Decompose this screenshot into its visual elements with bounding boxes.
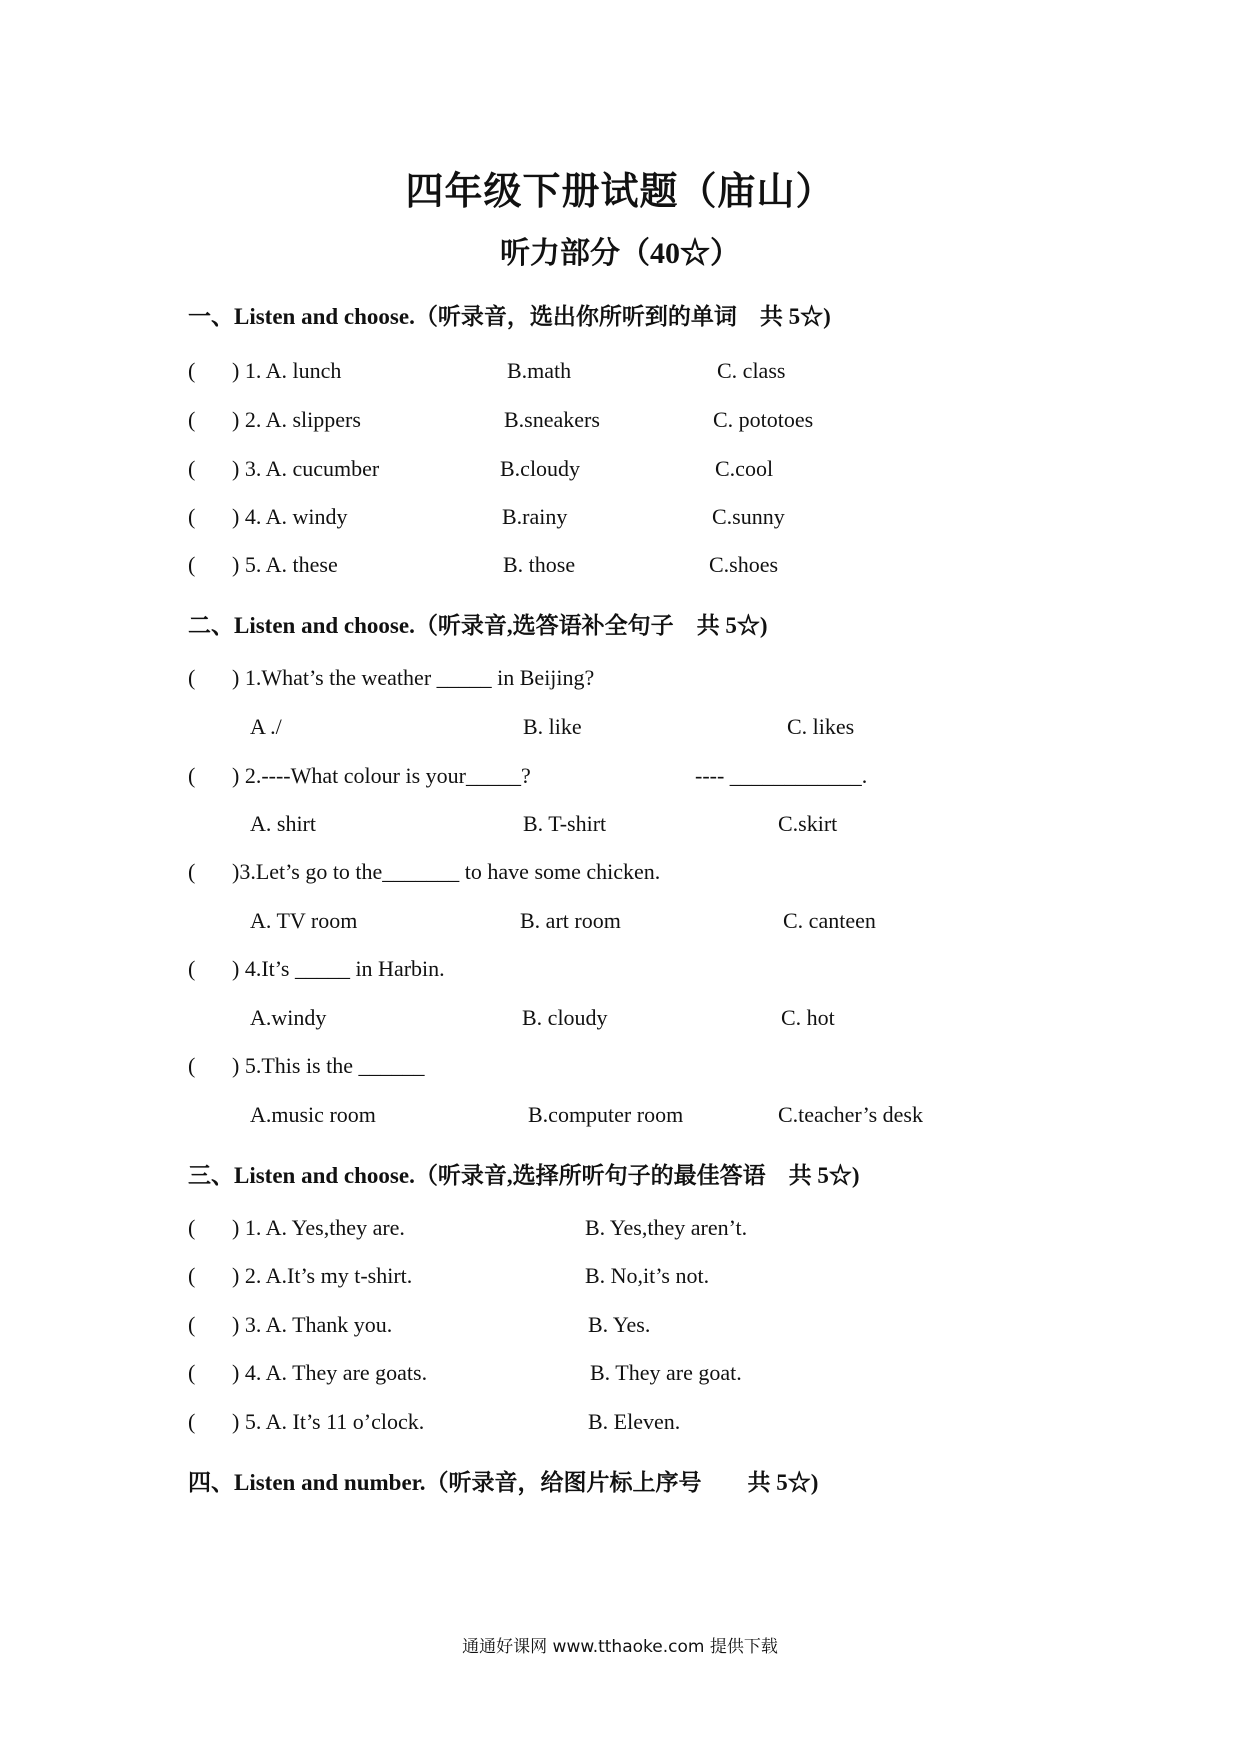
question-stem: ) 5. A. these xyxy=(232,552,338,577)
page-subtitle: 听力部分（40☆） xyxy=(500,237,740,270)
option-b: B.sneakers xyxy=(504,407,600,432)
option-b: B.math xyxy=(507,358,572,383)
option-b: B. T-shirt xyxy=(523,811,607,836)
answer-line: ---- ____________. xyxy=(695,763,868,788)
option-b: B. cloudy xyxy=(522,1005,608,1030)
answer-paren: ( xyxy=(188,407,196,432)
question-stem: ) 4. A. windy xyxy=(232,504,348,529)
answer-paren: ( xyxy=(188,358,196,383)
answer-paren: ( xyxy=(188,956,196,981)
answer-paren: ( xyxy=(188,552,196,577)
option-c: C. hot xyxy=(781,1005,835,1030)
question-stem: ) 2.----What colour is your_____? xyxy=(232,763,531,788)
answer-paren: ( xyxy=(188,763,196,788)
answer-paren: ( xyxy=(188,456,196,481)
answer-paren: ( xyxy=(188,1053,196,1078)
question-stem: ) 2. A. slippers xyxy=(232,407,361,432)
option-a: A. TV room xyxy=(250,908,358,933)
section-1-heading: 一、Listen and choose.（听录音，选出你所听到的单词 共 5☆) xyxy=(188,304,831,329)
question-stem: ) 3. A. Thank you. xyxy=(232,1312,393,1337)
answer-paren: ( xyxy=(188,665,196,690)
question-stem: ) 4.It’s _____ in Harbin. xyxy=(232,956,445,981)
answer-paren: ( xyxy=(188,1263,196,1288)
question-stem: )3.Let’s go to the_______ to have some chicken. xyxy=(232,859,661,884)
option-b: B. They are goat. xyxy=(590,1360,742,1385)
option-c: C. class xyxy=(717,358,786,383)
option-a: A. shirt xyxy=(250,811,316,836)
question-stem: ) 4. A. They are goats. xyxy=(232,1360,428,1385)
answer-paren: ( xyxy=(188,504,196,529)
question-stem: ) 2. A.It’s my t-shirt. xyxy=(232,1263,413,1288)
question-stem: ) 5.This is the ______ xyxy=(232,1053,425,1078)
option-c: C.skirt xyxy=(778,811,838,836)
option-c: C. pototoes xyxy=(713,407,814,432)
option-c: C.shoes xyxy=(709,552,779,577)
option-b: B. Yes. xyxy=(588,1312,651,1337)
option-a: A ./ xyxy=(250,714,282,739)
option-b: B. Eleven. xyxy=(588,1409,681,1434)
answer-paren: ( xyxy=(188,1360,196,1385)
option-b: B. art room xyxy=(520,908,621,933)
option-b: B.cloudy xyxy=(500,456,581,481)
option-c: C. likes xyxy=(787,714,855,739)
answer-paren: ( xyxy=(188,859,196,884)
question-stem: ) 3. A. cucumber xyxy=(232,456,380,481)
answer-paren: ( xyxy=(188,1409,196,1434)
question-stem: ) 1. A. Yes,they are. xyxy=(232,1215,405,1240)
option-b: B.computer room xyxy=(528,1102,684,1127)
option-c: C. canteen xyxy=(783,908,876,933)
option-b: B. like xyxy=(523,714,582,739)
question-stem: ) 1.What’s the weather _____ in Beijing? xyxy=(232,665,595,690)
section-2-heading: 二、Listen and choose.（听录音,选答语补全句子 共 5☆) xyxy=(188,613,768,638)
option-c: C.teacher’s desk xyxy=(778,1102,923,1127)
question-stem: ) 5. A. It’s 11 o’clock. xyxy=(232,1409,425,1434)
option-c: C.sunny xyxy=(712,504,785,529)
option-a: A.windy xyxy=(250,1005,327,1030)
page-title: 四年级下册试题（庙山） xyxy=(405,171,835,213)
question-stem: ) 1. A. lunch xyxy=(232,358,342,383)
option-b: B. No,it’s not. xyxy=(585,1263,710,1288)
option-a: A.music room xyxy=(250,1102,376,1127)
option-b: B. those xyxy=(503,552,576,577)
section-4-heading: 四、Listen and number.（听录音，给图片标上序号 共 5☆) xyxy=(188,1470,819,1495)
answer-paren: ( xyxy=(188,1215,196,1240)
page-footer: 通通好课网 www.tthaoke.com 提供下载 xyxy=(462,1637,778,1657)
option-b: B. Yes,they aren’t. xyxy=(585,1215,748,1240)
option-b: B.rainy xyxy=(502,504,568,529)
section-3-heading: 三、Listen and choose.（听录音,选择所听句子的最佳答语 共 5☆) xyxy=(188,1163,860,1188)
answer-paren: ( xyxy=(188,1312,196,1337)
option-c: C.cool xyxy=(715,456,774,481)
